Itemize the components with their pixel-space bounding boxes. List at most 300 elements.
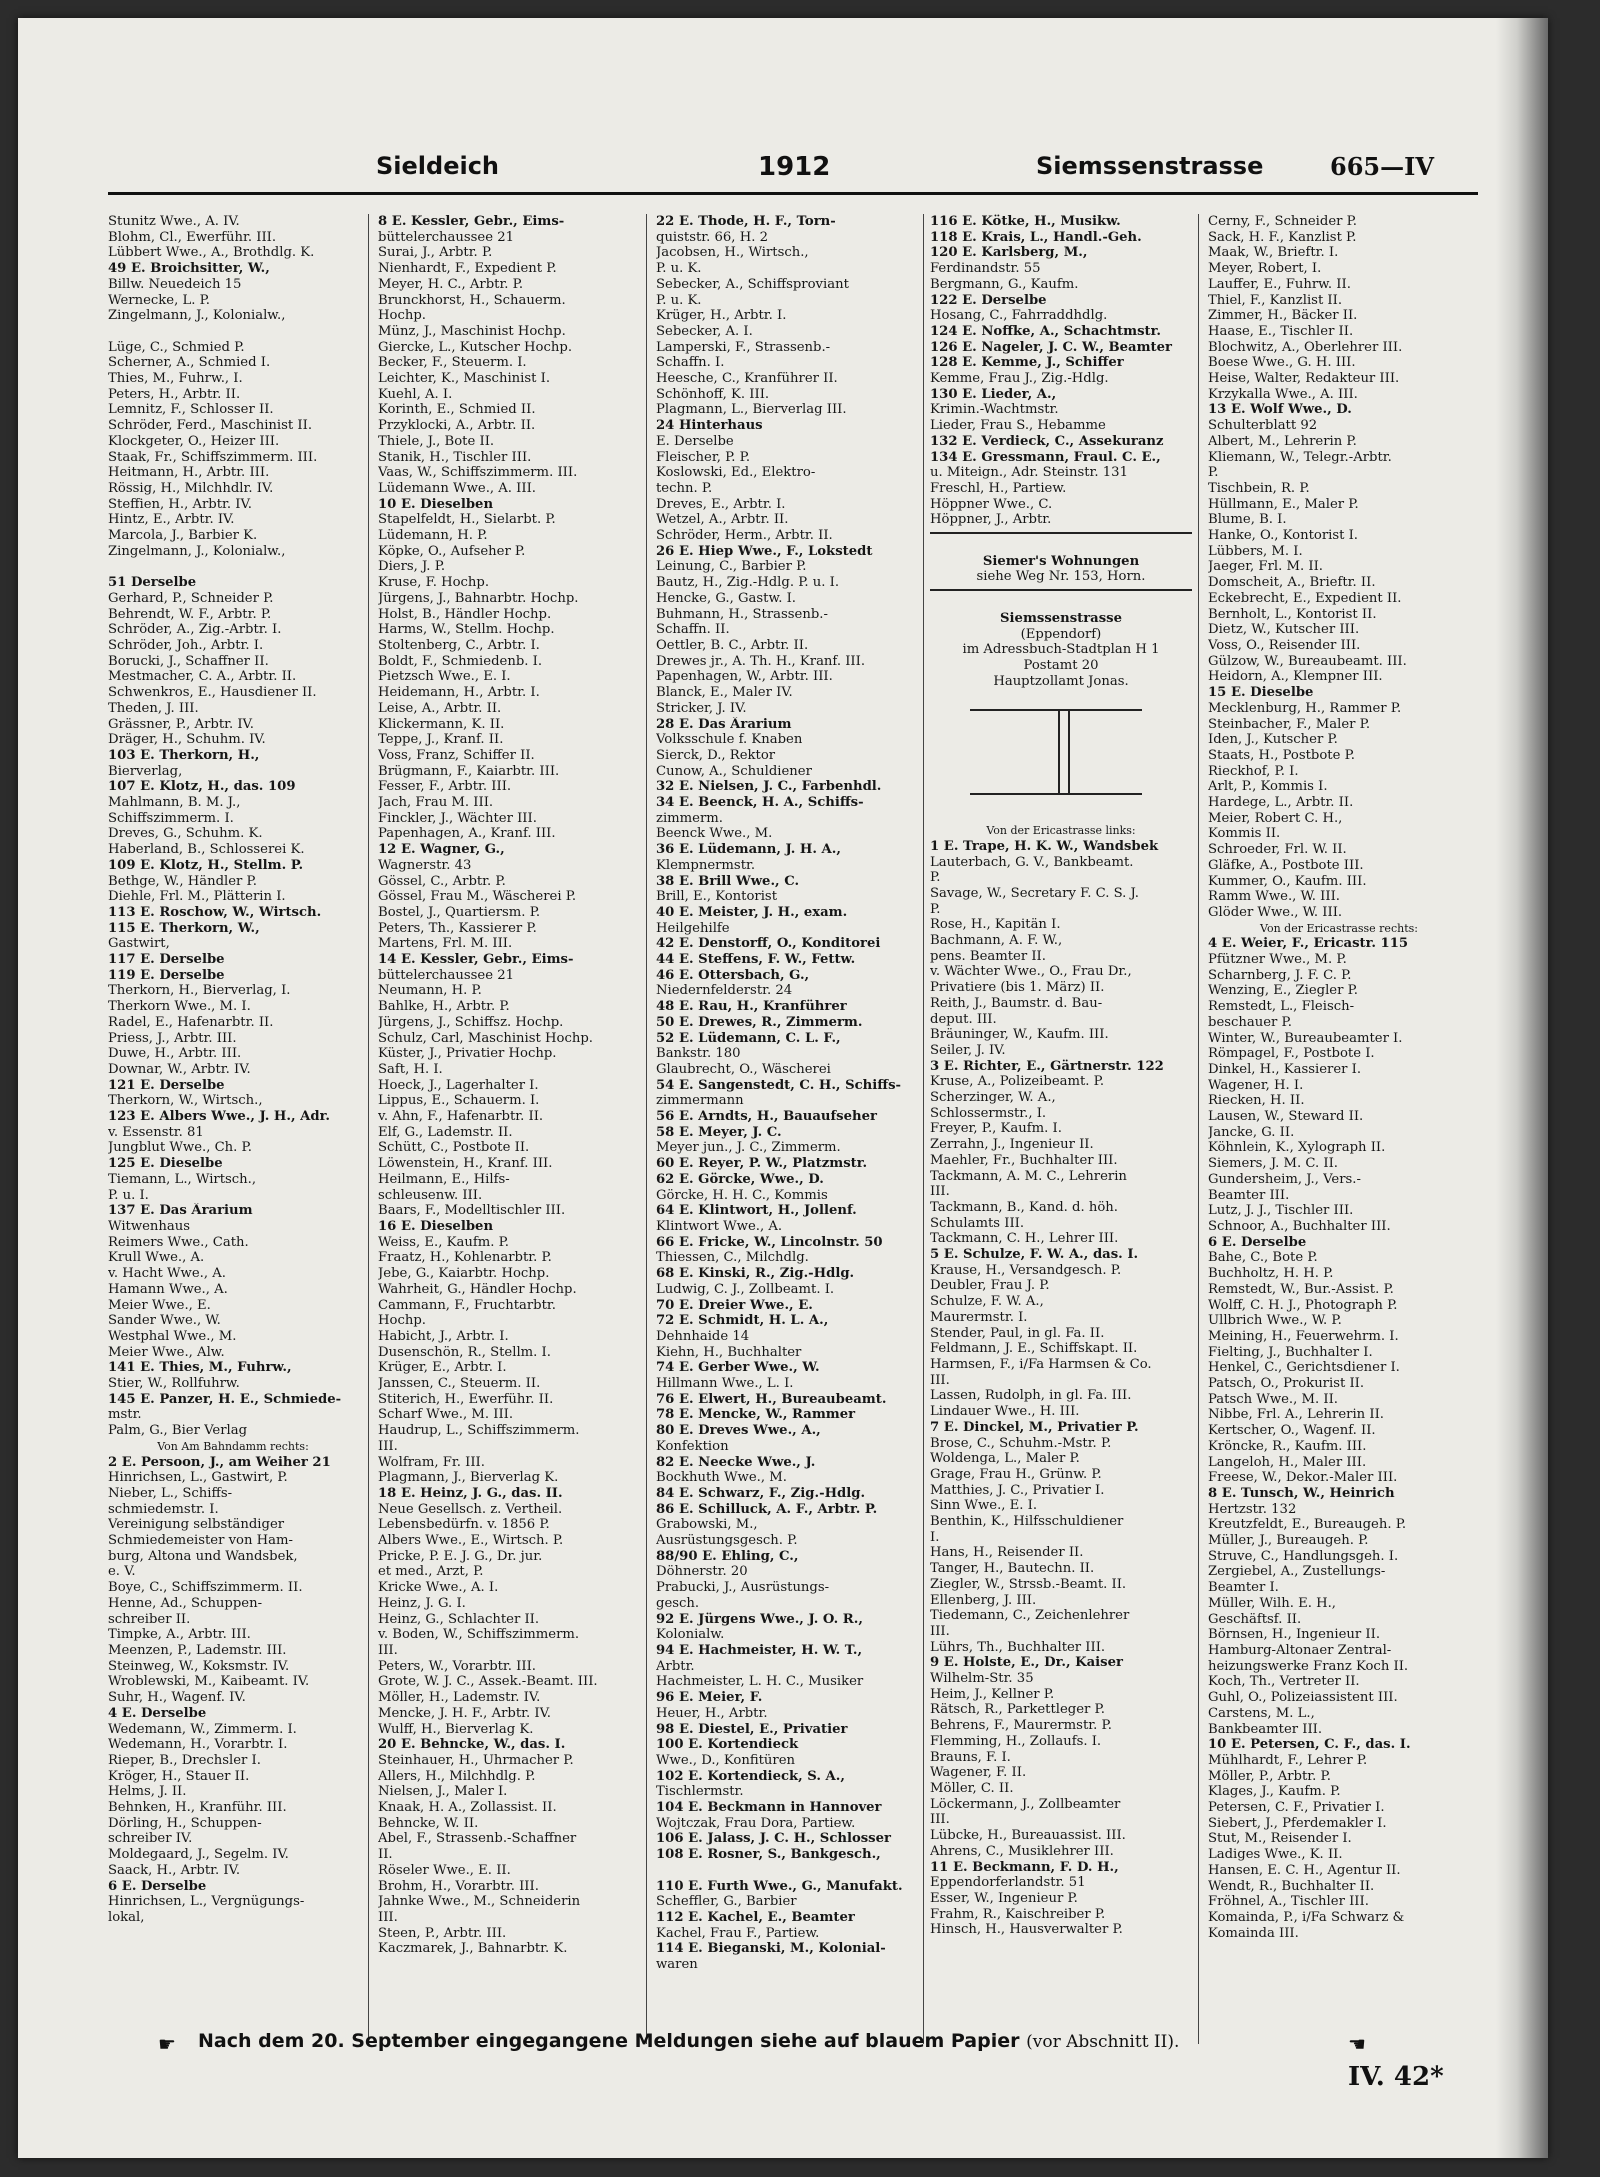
directory-entry: Hochp. <box>378 308 426 324</box>
directory-entry: 82 E. Neecke Wwe., J. <box>656 1454 816 1470</box>
directory-entry: schmiedemstr. I. <box>108 1501 219 1517</box>
directory-entry: 125 E. Dieselbe <box>108 1156 223 1172</box>
directory-entry: Remstedt, W., Bur.-Assist. P. <box>1208 1281 1394 1297</box>
directory-entry: Sander Wwe., W. <box>108 1313 221 1329</box>
directory-entry: 13 E. Wolf Wwe., D. <box>1208 402 1352 418</box>
directory-entry: Westphal Wwe., M. <box>108 1328 237 1344</box>
column-5 <box>1208 214 1470 2054</box>
directory-entry: Brose, C., Schuhm.-Mstr. P. <box>930 1435 1112 1451</box>
directory-entry: Sack, H. F., Kanzlist P. <box>1208 229 1357 245</box>
directory-entry: 145 E. Panzer, H. E., Schmiede- <box>108 1391 342 1407</box>
directory-entry: Langeloh, H., Maler III. <box>1208 1454 1367 1470</box>
directory-entry: Billw. Neuedeich 15 <box>108 276 242 292</box>
directory-entry: Staak, Fr., Schiffszimmerm. III. <box>108 449 318 465</box>
directory-entry: Kreutzfeldt, E., Bureaugeh. P. <box>1208 1517 1407 1533</box>
directory-entry: Zingelmann, J., Kolonialw., <box>108 308 286 324</box>
footer-notice <box>198 2030 1398 2052</box>
directory-entry: Domscheit, A., Brieftr. II. <box>1208 575 1376 591</box>
directory-entry: quiststr. 66, H. 2 <box>656 229 768 245</box>
directory-entry: Sierck, D., Rektor <box>656 747 776 763</box>
directory-entry: 120 E. Karlsberg, M., <box>930 245 1088 261</box>
directory-entry <box>930 595 1192 611</box>
directory-entry: Lübbert Wwe., A., Brothdlg. K. <box>108 245 315 261</box>
directory-entry: Klickermann, K. II. <box>378 716 505 732</box>
directory-entry: Cunow, A., Schuldiener <box>656 763 812 779</box>
directory-entry: Peters, H., Arbtr. II. <box>108 386 241 402</box>
directory-entry: P. <box>930 901 941 917</box>
directory-entry: 10 E. Petersen, C. F., das. I. <box>1208 1737 1411 1753</box>
directory-entry: Kertscher, O., Wagenf. II. <box>1208 1423 1376 1439</box>
directory-entry: 51 Derselbe <box>108 575 197 591</box>
directory-entry: Scherzinger, W. A., <box>930 1090 1056 1106</box>
directory-entry: Behncke, W. II. <box>378 1815 479 1831</box>
directory-entry: Scharnberg, J. F. C. P. <box>1208 967 1352 983</box>
directory-entry: Schröder, Herm., Arbtr. II. <box>656 528 833 544</box>
directory-entry: Nienhardt, F., Expedient P. <box>378 261 557 277</box>
directory-entry: Schulze, F. W. A., <box>930 1294 1044 1310</box>
directory-entry: P. <box>1208 465 1219 481</box>
directory-entry <box>108 324 358 340</box>
directory-entry: Gössel, C., Arbtr. P. <box>378 873 506 889</box>
directory-entry: Fröhnel, A., Tischler III. <box>1208 1894 1369 1910</box>
directory-entry: Rössig, H., Milchhdlr. IV. <box>108 480 274 496</box>
pointing-hand-icon: ☚ <box>1348 2032 1366 2056</box>
directory-entry: 5 E. Schulze, F. W. A., das. I. <box>930 1247 1139 1263</box>
directory-entry: 74 E. Gerber Wwe., W. <box>656 1360 820 1376</box>
directory-entry: Maehler, Fr., Buchhalter III. <box>930 1152 1118 1168</box>
directory-entry: Albers Wwe., E., Wirtsch. P. <box>378 1533 564 1549</box>
directory-entry: 110 E. Furth Wwe., G., Manufakt. <box>656 1878 903 1894</box>
directory-entry: Eppendorferlandstr. 51 <box>930 1875 1086 1891</box>
directory-entry: Krimin.-Wachtmstr. <box>930 402 1059 418</box>
directory-entry: Jürgens, J., Bahnarbtr. Hochp. <box>378 590 579 606</box>
directory-entry: Gössel, Frau M., Wäscherei P. <box>378 889 577 905</box>
directory-entry: 98 E. Diestel, E., Privatier <box>656 1721 848 1737</box>
directory-entry: Zimmer, H., Bäcker II. <box>1208 308 1358 324</box>
directory-entry: Winter, W., Bureaubeamter I. <box>1208 1030 1403 1046</box>
directory-entry: Gläfke, A., Postbote III. <box>1208 857 1364 873</box>
directory-entry: Blohm, Cl., Ewerführ. III. <box>108 229 277 245</box>
directory-entry: 68 E. Kinski, R., Zig.-Hdlg. <box>656 1266 855 1282</box>
directory-entry: Lührs, Th., Buchhalter III. <box>930 1639 1106 1655</box>
directory-entry: Diehle, Frl. M., Plätterin I. <box>108 889 286 905</box>
directory-entry: 4 E. Derselbe <box>108 1705 207 1721</box>
directory-entry: techn. P. <box>656 480 713 496</box>
directory-entry: Stut, M., Reisender I. <box>1208 1831 1352 1847</box>
directory-entry: Heesche, C., Kranführer II. <box>656 371 838 387</box>
directory-entry: Jebe, G., Kaiarbtr. Hochp. <box>378 1266 550 1282</box>
directory-entry: büttelerchaussee 21 <box>378 967 515 983</box>
directory-entry: Heim, J., Kellner P. <box>930 1686 1055 1702</box>
column-4 <box>930 214 1192 2054</box>
directory-entry: Harms, W., Stellm. Hochp. <box>378 622 555 638</box>
directory-entry: Tackmann, B., Kand. d. höh. <box>930 1199 1118 1215</box>
directory-entry: 100 E. Kortendieck <box>656 1737 799 1753</box>
directory-entry: e. V. <box>108 1564 136 1580</box>
directory-entry: Peters, Th., Kassierer P. <box>378 920 537 936</box>
directory-entry: 96 E. Meier, F. <box>656 1690 763 1706</box>
directory-entry: 88/90 E. Ehling, C., <box>656 1548 799 1564</box>
column-3 <box>656 214 918 2054</box>
directory-entry: 107 E. Klotz, H., das. 109 <box>108 779 296 795</box>
directory-entry: Hoeck, J., Lagerhalter I. <box>378 1077 539 1093</box>
directory-entry: Reith, J., Baumstr. d. Bau- <box>930 995 1103 1011</box>
directory-entry: Brill, E., Kontorist <box>656 889 777 905</box>
directory-entry: Stunitz Wwe., A. IV. <box>108 214 240 229</box>
directory-entry: Matthies, J. C., Privatier I. <box>930 1482 1105 1498</box>
directory-entry: Hauptzollamt Jonas. <box>993 673 1129 689</box>
directory-entry: Cammann, F., Fruchtarbtr. <box>378 1297 556 1313</box>
directory-entry: 24 Hinterhaus <box>656 418 763 434</box>
directory-entry: Klintwort Wwe., A. <box>656 1219 783 1234</box>
directory-entry: Konfektion <box>656 1438 729 1454</box>
footer-notice-text: Nach dem 20. September eingegangene Meldungen siehe auf blauem Papier <box>198 2030 1020 2052</box>
directory-entry: 108 E. Rosner, S., Bankgesch., <box>656 1847 881 1863</box>
directory-entry: 48 E. Rau, H., Kranführer <box>656 999 847 1015</box>
directory-entry: Diers, J. P. <box>378 559 446 575</box>
directory-entry: Lutz, J. J., Tischler III. <box>1208 1203 1354 1219</box>
header-street-left: Sieldeich <box>376 152 500 180</box>
directory-entry: Neue Gesellsch. z. Vertheil. <box>378 1501 563 1517</box>
directory-entry: Bahe, C., Bote P. <box>1208 1250 1318 1266</box>
directory-entry: gesch. <box>656 1595 700 1611</box>
directory-entry: Hamburg-Altonaer Zentral- <box>1208 1642 1392 1658</box>
directory-entry: Heidorn, A., Klempner III. <box>1208 669 1383 685</box>
directory-entry: Blume, B. I. <box>1208 512 1287 528</box>
directory-entry: Beenck Wwe., M. <box>656 826 773 842</box>
directory-entry: Downar, W., Arbtr. IV. <box>108 1061 251 1077</box>
directory-entry: Koslowski, Ed., Elektro- <box>656 465 816 481</box>
directory-entry: 106 E. Jalass, J. C. H., Schlosser <box>656 1831 891 1847</box>
directory-entry: Sinn Wwe., E. I. <box>930 1498 1038 1514</box>
directory-entry: 119 E. Derselbe <box>108 967 225 983</box>
directory-entry: Blochwitz, A., Oberlehrer III. <box>1208 339 1403 355</box>
directory-entry: Eckebrecht, E., Expedient II. <box>1208 590 1402 606</box>
directory-entry: Plagmann, J., Bierverlag K. <box>378 1470 559 1486</box>
directory-entry: Ahrens, C., Musiklehrer III. <box>930 1843 1114 1859</box>
column-2 <box>378 214 636 2054</box>
directory-entry: Giercke, L., Kutscher Hochp. <box>378 339 573 355</box>
directory-entry: Heinz, J. G. I. <box>378 1595 466 1611</box>
directory-entry: Wolfram, Fr. III. <box>378 1454 485 1470</box>
directory-entry: Hinrichsen, L., Gastwirt, P. <box>108 1470 288 1486</box>
directory-entry: Arlt, P., Kommis I. <box>1208 779 1328 795</box>
directory-entry: II. <box>378 1847 393 1863</box>
directory-entry: Meyer, H. C., Arbtr. P. <box>378 276 524 292</box>
directory-entry: Hüllmann, E., Maler P. <box>1208 496 1359 512</box>
directory-entry: Carstens, M. L., <box>1208 1705 1315 1721</box>
directory-entry: 78 E. Mencke, W., Rammer <box>656 1407 856 1423</box>
directory-entry: 103 E. Therkorn, H., <box>108 747 260 763</box>
directory-entry: Komainda, P., i/Fa Schwarz & <box>1208 1909 1405 1925</box>
directory-entry: 121 E. Derselbe <box>108 1077 225 1093</box>
directory-entry: Grote, W. J. C., Assek.-Beamt. III. <box>378 1674 598 1690</box>
directory-entry: Kliemann, W., Telegr.-Arbtr. <box>1208 449 1392 465</box>
directory-entry: 44 E. Steffens, F. W., Fettw. <box>656 952 856 968</box>
directory-entry: 122 E. Derselbe <box>930 292 1047 308</box>
directory-entry: Bräuninger, W., Kaufm. III. <box>930 1027 1109 1043</box>
directory-entry: 117 E. Derselbe <box>108 952 225 968</box>
directory-entry: u. Miteign., Adr. Steinstr. 131 <box>930 465 1128 481</box>
directory-entry: Brohm, H., Vorarbtr. III. <box>378 1878 539 1894</box>
directory-entry: 130 E. Lieder, A., <box>930 386 1057 402</box>
directory-entry: Radel, E., Hafenarbtr. II. <box>108 1014 274 1030</box>
directory-entry: Neumann, H. P. <box>378 983 482 999</box>
directory-entry: Voss, Franz, Schiffer II. <box>378 747 535 763</box>
directory-entry: Hanke, O., Kontorist I. <box>1208 528 1359 544</box>
directory-entry: Meier, Robert C. H., <box>1208 810 1343 826</box>
directory-entry: Meier Wwe., Alw. <box>108 1344 225 1360</box>
directory-entry: Thiel, F., Kanzlist II. <box>1208 292 1343 308</box>
directory-entry: Scharf Wwe., M. III. <box>378 1407 514 1423</box>
directory-entry: 62 E. Görcke, Wwe., D. <box>656 1171 824 1187</box>
directory-entry: Wwe., D., Konfitüren <box>656 1752 796 1768</box>
directory-entry: Thiele, J., Bote II. <box>378 433 495 449</box>
directory-entry: III. <box>378 1909 398 1925</box>
directory-entry: Jaeger, Frl. M. II. <box>1208 559 1323 575</box>
directory-entry: Plagmann, L., Bierverlag III. <box>656 402 847 418</box>
directory-entry: Freschl, H., Partiew. <box>930 480 1067 496</box>
directory-entry: Vereinigung selbständiger <box>108 1517 285 1533</box>
directory-entry: Kruse, F. Hochp. <box>378 575 490 591</box>
header-street-right: Siemssenstrasse <box>1036 152 1264 180</box>
directory-entry: Helms, J. II. <box>108 1784 187 1800</box>
directory-entry: Jacobsen, H., Wirtsch., <box>656 245 809 261</box>
directory-entry: Kröger, H., Stauer II. <box>108 1768 250 1784</box>
directory-entry: Freyer, P., Kaufm. I. <box>930 1121 1062 1137</box>
directory-entry: Meier Wwe., E. <box>108 1297 211 1313</box>
directory-entry: Gastwirt, <box>108 936 170 952</box>
directory-entry: Grässner, P., Arbtr. IV. <box>108 716 254 732</box>
directory-entry: 141 E. Thies, M., Fuhrw., <box>108 1360 292 1376</box>
directory-entry: Weiss, E., Kaufm. P. <box>378 1234 509 1250</box>
directory-entry: Römpagel, F., Postbote I. <box>1208 1046 1375 1062</box>
directory-entry: Siemssenstrasse <box>1000 610 1122 626</box>
directory-entry: 94 E. Hachmeister, H. W. T., <box>656 1642 863 1658</box>
directory-entry: Fielting, J., Buchhalter I. <box>1208 1344 1373 1360</box>
directory-entry: Niedernfelderstr. 24 <box>656 983 793 999</box>
directory-entry: Holst, B., Händler Hochp. <box>378 606 552 622</box>
directory-entry: v. Hacht Wwe., A. <box>108 1266 226 1282</box>
directory-entry: Grabowski, M., <box>656 1517 758 1533</box>
directory-entry: Buhmann, H., Strassenb.- <box>656 606 828 622</box>
directory-entry: Lieder, Frau S., Hebamme <box>930 418 1106 434</box>
directory-entry: 104 E. Beckmann in Hannover <box>656 1800 882 1816</box>
directory-entry: Kruse, A., Polizeibeamt. P. <box>930 1074 1105 1090</box>
directory-entry: Patsch Wwe., M. II. <box>1208 1391 1339 1407</box>
directory-entry: Krüger, E., Arbtr. I. <box>378 1360 507 1376</box>
directory-entry: Steinbacher, F., Maler P. <box>1208 716 1371 732</box>
directory-entry: Ziegler, W., Strssb.-Beamt. II. <box>930 1576 1127 1592</box>
directory-entry: beschauer P. <box>1208 1014 1292 1030</box>
column-divider <box>368 214 369 2044</box>
directory-entry: Jach, Frau M. III. <box>378 795 494 811</box>
directory-entry: Möller, H., Lademstr. IV. <box>378 1690 541 1706</box>
directory-entry: Vaas, W., Schiffszimmerm. III. <box>378 465 578 481</box>
directory-entry: Fesser, F., Arbtr. III. <box>378 779 512 795</box>
directory-entry: 26 E. Hiep Wwe., F., Lokstedt <box>656 543 873 559</box>
directory-entry: 134 E. Gressmann, Fraul. C. E., <box>930 449 1161 465</box>
directory-entry: 18 E. Heinz, J. G., das. II. <box>378 1485 563 1501</box>
directory-entry: Lübcke, H., Bureauassist. III. <box>930 1828 1126 1844</box>
directory-entry: 84 E. Schwarz, F., Zig.-Hdlg. <box>656 1485 866 1501</box>
directory-entry: Hochp. <box>378 1313 426 1329</box>
directory-entry: Haberland, B., Schlosserei K. <box>108 842 305 858</box>
directory-entry: Wilhelm-Str. 35 <box>930 1671 1034 1687</box>
directory-entry: Döhnerstr. 20 <box>656 1564 748 1580</box>
footer-notice-note: (vor Abschnitt II). <box>1026 2032 1180 2052</box>
directory-entry: 28 E. Das Ärarium <box>656 716 792 732</box>
directory-entry: Hansen, E. C. H., Agentur II. <box>1208 1862 1401 1878</box>
directory-entry: Rose, H., Kapitän I. <box>930 917 1061 933</box>
directory-entry: Pricke, P. E. J. G., Dr. jur. <box>378 1548 543 1564</box>
directory-entry: Mecklenburg, H., Rammer P. <box>1208 700 1402 716</box>
directory-entry: v. Essenstr. 81 <box>108 1124 204 1140</box>
directory-entry: Hencke, G., Gastw. I. <box>656 590 796 606</box>
directory-entry: Boye, C., Schiffszimmerm. II. <box>108 1580 303 1596</box>
directory-entry: Drewes jr., A. Th. H., Kranf. III. <box>656 653 866 669</box>
directory-entry: 126 E. Nageler, J. C. W., Beamter <box>930 339 1172 355</box>
directory-entry: Hintz, E., Arbtr. IV. <box>108 512 235 528</box>
directory-entry: Klages, J., Kaufm. P. <box>1208 1784 1341 1800</box>
directory-entry: Bautz, H., Zig.-Hdlg. P. u. I. <box>656 575 840 591</box>
directory-entry: 54 E. Sangenstedt, C. H., Schiffs- <box>656 1077 901 1093</box>
directory-entry: Hillmann Wwe., L. I. <box>656 1376 794 1392</box>
directory-entry: Köpke, O., Aufseher P. <box>378 543 526 559</box>
directory-entry: Kiehn, H., Buchhalter <box>656 1344 802 1360</box>
directory-entry: Nibbe, Frl. A., Lehrerin II. <box>1208 1407 1384 1423</box>
column-divider <box>646 214 647 2044</box>
directory-entry <box>656 1863 918 1879</box>
directory-entry: Jürgens, J., Schiffsz. Hochp. <box>378 1014 564 1030</box>
directory-entry: Kemme, Frau J., Zig.-Hdlg. <box>930 371 1109 387</box>
directory-entry: Hachmeister, L. H. C., Musiker <box>656 1674 864 1690</box>
directory-entry: Tiemann, L., Wirtsch., <box>108 1171 257 1187</box>
directory-entry: Kachel, Frau F., Partiew. <box>656 1925 820 1941</box>
directory-entry: Tischbein, R. P. <box>1208 480 1310 496</box>
directory-entry: Steen, P., Arbtr. III. <box>378 1925 507 1941</box>
directory-entry: Heuer, H., Arbtr. <box>656 1705 768 1721</box>
directory-entry: Kröncke, R., Kaufm. III. <box>1208 1438 1367 1454</box>
directory-entry: Höppner Wwe., C. <box>930 496 1053 512</box>
directory-entry: 7 E. Dinckel, M., Privatier P. <box>930 1419 1139 1435</box>
directory-entry: 6 E. Derselbe <box>108 1878 207 1894</box>
directory-entry: Dreves, E., Arbtr. I. <box>656 496 786 512</box>
directory-entry: Boese Wwe., G. H. III. <box>1208 355 1356 371</box>
directory-entry: Wulff, H., Bierverlag K. <box>378 1721 534 1737</box>
directory-entry: Ullbrich Wwe., W. P. <box>1208 1313 1342 1329</box>
directory-entry: Staats, H., Postbote P. <box>1208 747 1355 763</box>
directory-entry: Krzykalla Wwe., A. III. <box>1208 386 1358 402</box>
directory-entry: Brügmann, F., Kaiarbtr. III. <box>378 763 560 779</box>
directory-entry: 124 E. Noffke, A., Schachtmstr. <box>930 323 1161 339</box>
directory-entry: Mühlhardt, F., Lehrer P. <box>1208 1752 1368 1768</box>
directory-entry: 112 E. Kachel, E., Beamter <box>656 1909 855 1925</box>
directory-entry: Lüdemann Wwe., A. III. <box>378 480 536 496</box>
directory-entry: Peters, W., Vorarbtr. III. <box>378 1658 536 1674</box>
directory-entry: Bergmann, G., Kaufm. <box>930 276 1079 292</box>
directory-entry: Wenzing, E., Ziegler P. <box>1208 983 1358 999</box>
directory-entry: P. u. I. <box>108 1187 149 1203</box>
directory-entry: Wagener, H. I. <box>1208 1077 1304 1093</box>
directory-entry: Tackmann, A. M. C., Lehrerin <box>930 1168 1127 1184</box>
directory-entry: Voss, O., Reisender III. <box>1208 637 1361 653</box>
directory-entry: Tanger, H., Bautechn. II. <box>930 1561 1095 1577</box>
directory-entry: büttelerchaussee 21 <box>378 229 515 245</box>
directory-entry: Maurermstr. I. <box>930 1309 1028 1325</box>
directory-entry: Guhl, O., Polizeiassistent III. <box>1208 1690 1398 1706</box>
directory-entry: Allers, H., Milchhdlg. P. <box>378 1768 536 1784</box>
directory-entry: 50 E. Drewes, R., Zimmerm. <box>656 1014 863 1030</box>
directory-entry: E. Derselbe <box>656 433 734 449</box>
directory-entry: Görcke, H. H. C., Kommis <box>656 1187 828 1203</box>
directory-entry: Papenhagen, A., Kranf. III. <box>378 826 556 842</box>
directory-entry: Gundersheim, J., Vers.- <box>1208 1171 1361 1187</box>
directory-entry: Schönhoff, K. III. <box>656 386 770 402</box>
directory-entry: Lüdemann, H. P. <box>378 528 488 544</box>
directory-entry: 49 E. Broichsitter, W., <box>108 261 270 277</box>
directory-entry: Hosang, C., Fahrraddhdlg. <box>930 308 1108 324</box>
directory-entry: 128 E. Kemme, J., Schiffer <box>930 355 1124 371</box>
directory-entry: Zerrahn, J., Ingenieur II. <box>930 1137 1094 1153</box>
directory-entry: Hinrichsen, L., Vergnügungs- <box>108 1894 305 1910</box>
directory-entry: III. <box>378 1438 398 1454</box>
directory-entry: 58 E. Meyer, J. C. <box>656 1124 782 1140</box>
directory-entry: Möller, C. II. <box>930 1780 1014 1796</box>
directory-entry: Lippus, E., Schauerm. I. <box>378 1093 540 1109</box>
directory-entry: schreiber II. <box>108 1611 191 1627</box>
directory-entry: Tackmann, C. H., Lehrer III. <box>930 1231 1119 1247</box>
directory-entry: Schröder, Ferd., Maschinist II. <box>108 418 313 434</box>
directory-entry: Korinth, E., Schmied II. <box>378 402 536 418</box>
pointing-hand-icon: ☛ <box>158 2032 176 2056</box>
directory-entry: Blanck, E., Maler IV. <box>656 685 793 701</box>
directory-entry: Dinkel, H., Kassierer I. <box>1208 1061 1362 1077</box>
directory-entry: Nieber, L., Schiffs- <box>108 1485 233 1501</box>
directory-entry: 64 E. Klintwort, H., Jollenf. <box>656 1203 857 1219</box>
section-rule <box>930 589 1192 591</box>
directory-entry: Behnken, H., Kranführ. III. <box>108 1800 287 1816</box>
directory-entry <box>108 559 358 575</box>
directory-entry: Duwe, H., Arbtr. III. <box>108 1046 242 1062</box>
directory-entry: zimmerm. <box>656 810 723 826</box>
directory-entry: deput. III. <box>930 1011 997 1027</box>
directory-entry: 92 E. Jürgens Wwe., J. O. R., <box>656 1611 863 1627</box>
directory-entry: Meyer jun., J. C., Zimmerm. <box>656 1140 841 1156</box>
directory-entry: schleusenw. III. <box>378 1187 483 1203</box>
directory-entry: Lassen, Rudolph, in gl. Fa. III. <box>930 1388 1132 1404</box>
directory-entry: Steinhauer, H., Uhrmacher P. <box>378 1752 574 1768</box>
directory-entry: Jahnke Wwe., M., Schneiderin <box>378 1894 581 1910</box>
directory-entry: Thiessen, C., Milchdlg. <box>656 1250 809 1266</box>
directory-entry: Schaffn. I. <box>656 355 725 371</box>
directory-entry: burg, Altona und Wandsbek, <box>108 1548 298 1564</box>
directory-entry: Grage, Frau H., Grünw. P. <box>930 1466 1102 1482</box>
directory-entry: 9 E. Holste, E., Dr., Kaiser <box>930 1655 1123 1671</box>
directory-entry: Lauffer, E., Fuhrw. II. <box>1208 276 1351 292</box>
directory-entry: Maak, W., Brieftr. I. <box>1208 245 1339 261</box>
directory-entry: Wroblewski, M., Kaibeamt. IV. <box>108 1674 310 1690</box>
directory-entry: Papenhagen, W., Arbtr. III. <box>656 669 833 685</box>
directory-entry: et med., Arzt, P. <box>378 1564 484 1580</box>
directory-entry: III. <box>378 1642 398 1658</box>
column-1 <box>108 214 358 2054</box>
directory-entry: Henne, Ad., Schuppen- <box>108 1595 263 1611</box>
directory-entry: 14 E. Kessler, Gebr., Eims- <box>378 952 574 968</box>
directory-entry: Schröder, Joh., Arbtr. I. <box>108 637 264 653</box>
directory-entry: Höppner, J., Arbtr. <box>930 512 1052 528</box>
directory-entry: Reimers Wwe., Cath. <box>108 1234 249 1250</box>
